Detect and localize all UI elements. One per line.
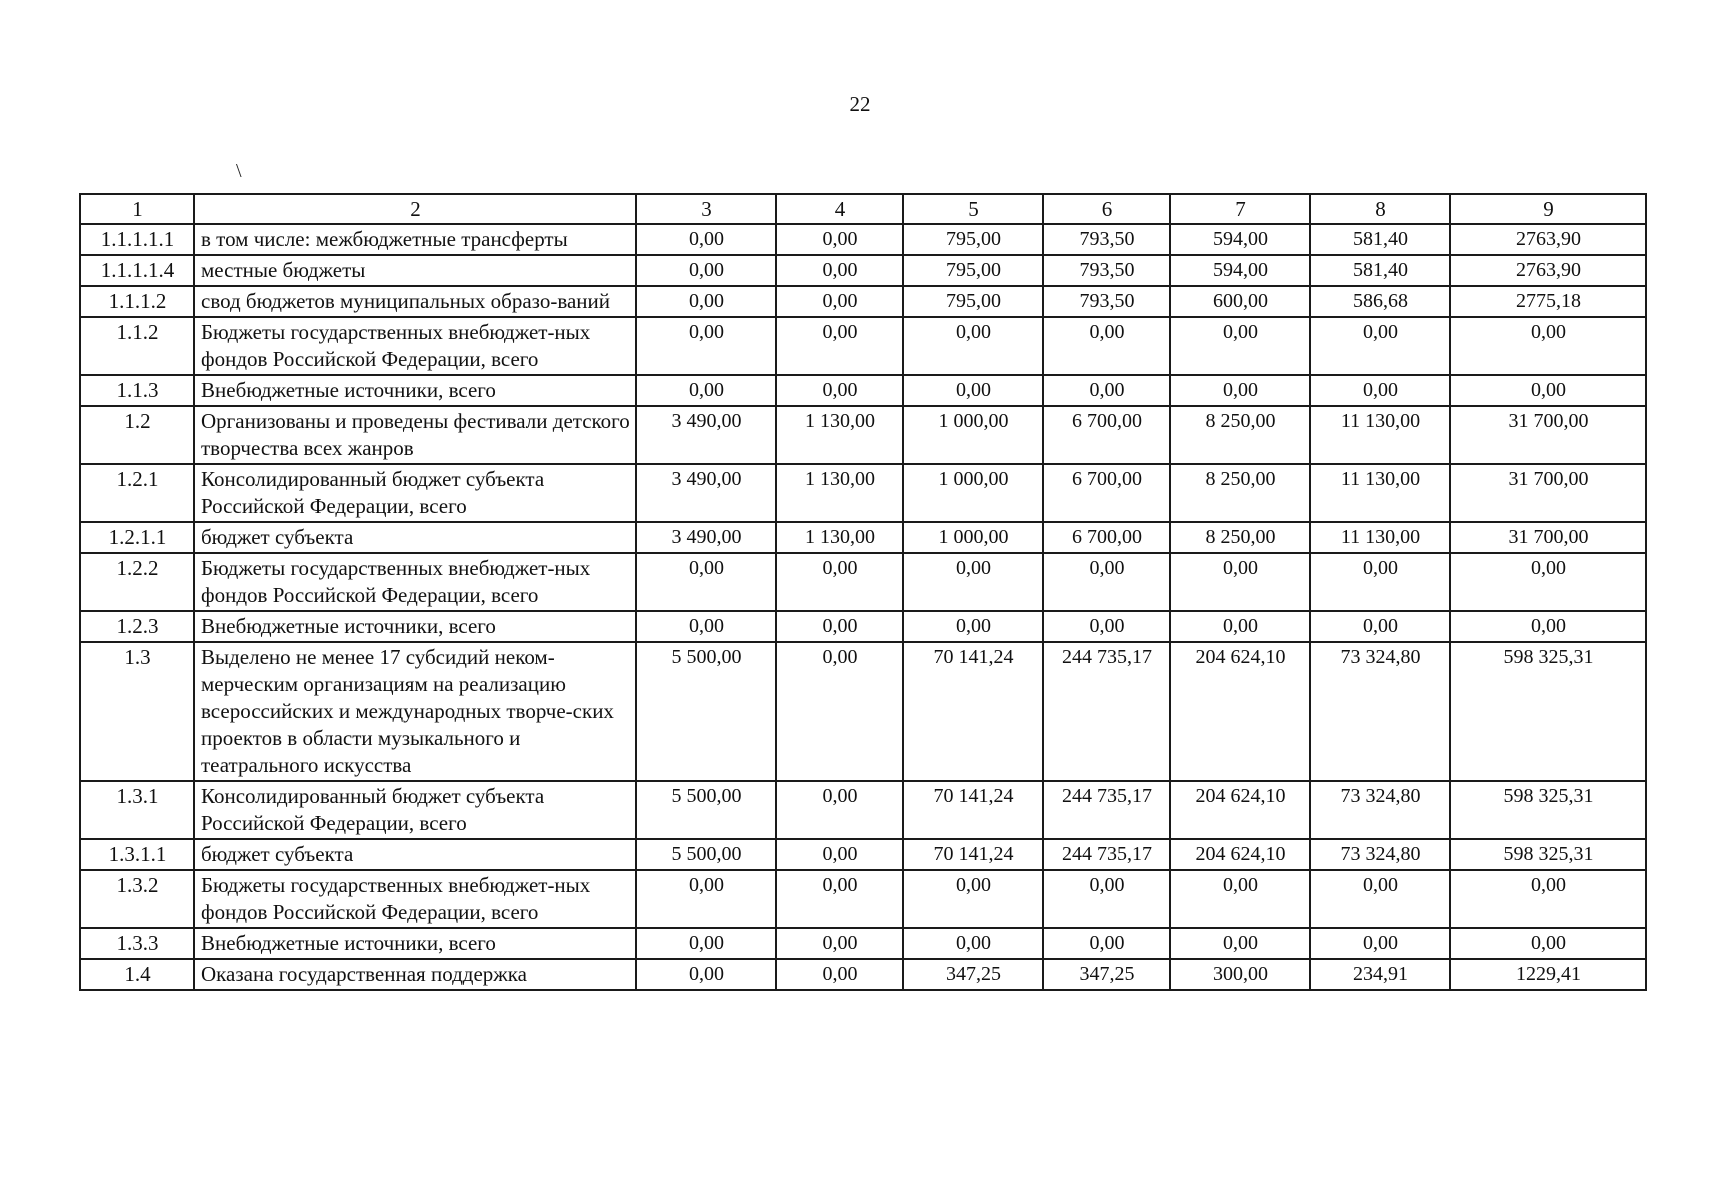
value-cell: 581,40 (1310, 255, 1450, 286)
row-code: 1.3.3 (80, 928, 194, 959)
value-cell: 244 735,17 (1043, 839, 1170, 870)
value-cell: 598 325,31 (1450, 781, 1646, 839)
value-cell: 0,00 (1170, 611, 1310, 642)
value-cell: 70 141,24 (903, 642, 1043, 781)
value-cell: 0,00 (1043, 870, 1170, 928)
value-cell: 244 735,17 (1043, 781, 1170, 839)
row-code: 1.3.1.1 (80, 839, 194, 870)
value-cell: 204 624,10 (1170, 642, 1310, 781)
table-row (80, 522, 1646, 553)
value-cell: 0,00 (1450, 317, 1646, 375)
value-cell: 0,00 (1043, 928, 1170, 959)
value-cell: 8 250,00 (1170, 522, 1310, 553)
header-cell: 1 (80, 194, 194, 224)
value-cell: 793,50 (1043, 286, 1170, 317)
row-code: 1.3 (80, 642, 194, 781)
value-cell: 598 325,31 (1450, 839, 1646, 870)
table-row (80, 553, 1646, 611)
value-cell: 0,00 (636, 224, 776, 255)
value-cell: 1 130,00 (776, 464, 903, 522)
value-cell: 2775,18 (1450, 286, 1646, 317)
value-cell: 0,00 (1310, 553, 1450, 611)
value-cell: 11 130,00 (1310, 464, 1450, 522)
table-row (80, 928, 1646, 959)
row-name: в том числе: межбюджетные трансферты (194, 224, 636, 255)
row-code: 1.3.1 (80, 781, 194, 839)
row-name: Консолидированный бюджет субъекта Российской Федерации, всего (194, 464, 636, 522)
row-name: Внебюджетные источники, всего (194, 375, 636, 406)
row-name: Консолидированный бюджет субъекта Российской Федерации, всего (194, 781, 636, 839)
value-cell: 11 130,00 (1310, 406, 1450, 464)
value-cell: 6 700,00 (1043, 406, 1170, 464)
value-cell: 795,00 (903, 224, 1043, 255)
value-cell: 0,00 (903, 870, 1043, 928)
value-cell: 300,00 (1170, 959, 1310, 990)
value-cell: 234,91 (1310, 959, 1450, 990)
value-cell: 581,40 (1310, 224, 1450, 255)
row-code: 1.1.1.2 (80, 286, 194, 317)
row-name: Внебюджетные источники, всего (194, 611, 636, 642)
value-cell: 0,00 (1450, 870, 1646, 928)
value-cell: 0,00 (1310, 611, 1450, 642)
value-cell: 0,00 (1450, 375, 1646, 406)
value-cell: 204 624,10 (1170, 781, 1310, 839)
value-cell: 0,00 (903, 317, 1043, 375)
row-code: 1.1.2 (80, 317, 194, 375)
value-cell: 793,50 (1043, 255, 1170, 286)
value-cell: 0,00 (636, 611, 776, 642)
budget-table (79, 193, 1647, 991)
value-cell: 0,00 (776, 928, 903, 959)
value-cell: 0,00 (636, 375, 776, 406)
value-cell: 0,00 (1043, 553, 1170, 611)
value-cell: 11 130,00 (1310, 522, 1450, 553)
row-name: Оказана государственная поддержка (194, 959, 636, 990)
table-row (80, 286, 1646, 317)
value-cell: 0,00 (636, 286, 776, 317)
value-cell: 598 325,31 (1450, 642, 1646, 781)
row-name: местные бюджеты (194, 255, 636, 286)
value-cell: 347,25 (903, 959, 1043, 990)
value-cell: 2763,90 (1450, 255, 1646, 286)
row-name: Бюджеты государственных внебюджет-ных фондов Российской Федерации, всего (194, 870, 636, 928)
value-cell: 0,00 (776, 781, 903, 839)
value-cell: 0,00 (776, 317, 903, 375)
value-cell: 0,00 (1310, 317, 1450, 375)
value-cell: 0,00 (776, 553, 903, 611)
page-number: 22 (849, 92, 871, 116)
row-code: 1.1.3 (80, 375, 194, 406)
value-cell: 0,00 (636, 255, 776, 286)
value-cell: 8 250,00 (1170, 464, 1310, 522)
value-cell: 0,00 (1170, 870, 1310, 928)
value-cell: 347,25 (1043, 959, 1170, 990)
table-row (80, 375, 1646, 406)
value-cell: 0,00 (1170, 553, 1310, 611)
header-cell: 6 (1043, 194, 1170, 224)
value-cell: 73 324,80 (1310, 781, 1450, 839)
value-cell: 70 141,24 (903, 839, 1043, 870)
value-cell: 0,00 (1043, 317, 1170, 375)
value-cell: 0,00 (636, 928, 776, 959)
value-cell: 31 700,00 (1450, 406, 1646, 464)
row-code: 1.3.2 (80, 870, 194, 928)
value-cell: 0,00 (636, 870, 776, 928)
value-cell: 0,00 (776, 224, 903, 255)
value-cell: 0,00 (1043, 375, 1170, 406)
value-cell: 0,00 (636, 959, 776, 990)
header-cell: 4 (776, 194, 903, 224)
table-row (80, 959, 1646, 990)
value-cell: 73 324,80 (1310, 839, 1450, 870)
value-cell: 1 000,00 (903, 464, 1043, 522)
table-row (80, 870, 1646, 928)
value-cell: 0,00 (1310, 870, 1450, 928)
value-cell: 0,00 (1310, 375, 1450, 406)
value-cell: 0,00 (776, 375, 903, 406)
value-cell: 1 000,00 (903, 406, 1043, 464)
value-cell: 600,00 (1170, 286, 1310, 317)
value-cell: 3 490,00 (636, 522, 776, 553)
value-cell: 70 141,24 (903, 781, 1043, 839)
header-cell: 9 (1450, 194, 1646, 224)
table-row (80, 642, 1646, 781)
header-cell: 3 (636, 194, 776, 224)
value-cell: 5 500,00 (636, 642, 776, 781)
row-code: 1.4 (80, 959, 194, 990)
value-cell: 0,00 (636, 317, 776, 375)
row-code: 1.2.3 (80, 611, 194, 642)
value-cell: 0,00 (776, 959, 903, 990)
value-cell: 0,00 (776, 870, 903, 928)
value-cell: 0,00 (1170, 928, 1310, 959)
value-cell: 0,00 (776, 255, 903, 286)
value-cell: 0,00 (776, 642, 903, 781)
value-cell: 0,00 (1450, 928, 1646, 959)
value-cell: 1 000,00 (903, 522, 1043, 553)
value-cell: 1 130,00 (776, 406, 903, 464)
value-cell: 1 130,00 (776, 522, 903, 553)
value-cell: 0,00 (903, 611, 1043, 642)
value-cell: 0,00 (903, 928, 1043, 959)
row-code: 1.2 (80, 406, 194, 464)
row-code: 1.2.1.1 (80, 522, 194, 553)
row-name: Бюджеты государственных внебюджет-ных фондов Российской Федерации, всего (194, 553, 636, 611)
value-cell: 73 324,80 (1310, 642, 1450, 781)
value-cell: 5 500,00 (636, 781, 776, 839)
row-name: Выделено не менее 17 субсидий неком-мерческим организациям на реализацию всероссийских и международных творче-ских проектов в области музыкального и театрального искусства (194, 642, 636, 781)
table-row (80, 317, 1646, 375)
value-cell: 31 700,00 (1450, 522, 1646, 553)
value-cell: 795,00 (903, 255, 1043, 286)
row-code: 1.2.1 (80, 464, 194, 522)
stray-mark: \ (236, 160, 242, 182)
value-cell: 31 700,00 (1450, 464, 1646, 522)
header-cell: 2 (194, 194, 636, 224)
value-cell: 3 490,00 (636, 464, 776, 522)
table-row (80, 406, 1646, 464)
table-row (80, 781, 1646, 839)
value-cell: 0,00 (776, 839, 903, 870)
header-cell: 7 (1170, 194, 1310, 224)
value-cell: 0,00 (1170, 317, 1310, 375)
row-name: Внебюджетные источники, всего (194, 928, 636, 959)
value-cell: 0,00 (776, 611, 903, 642)
value-cell: 6 700,00 (1043, 464, 1170, 522)
table-row (80, 839, 1646, 870)
value-cell: 6 700,00 (1043, 522, 1170, 553)
value-cell: 0,00 (903, 375, 1043, 406)
value-cell: 594,00 (1170, 255, 1310, 286)
value-cell: 594,00 (1170, 224, 1310, 255)
value-cell: 0,00 (636, 553, 776, 611)
value-cell: 5 500,00 (636, 839, 776, 870)
value-cell: 0,00 (776, 286, 903, 317)
value-cell: 0,00 (1450, 553, 1646, 611)
value-cell: 0,00 (1310, 928, 1450, 959)
row-code: 1.1.1.1.1 (80, 224, 194, 255)
row-name: бюджет субъекта (194, 839, 636, 870)
value-cell: 1229,41 (1450, 959, 1646, 990)
value-cell: 204 624,10 (1170, 839, 1310, 870)
row-name: Организованы и проведены фестивали детского творчества всех жанров (194, 406, 636, 464)
header-cell: 5 (903, 194, 1043, 224)
table-row (80, 255, 1646, 286)
value-cell: 8 250,00 (1170, 406, 1310, 464)
row-code: 1.1.1.1.4 (80, 255, 194, 286)
header-row (80, 194, 1646, 224)
row-name: свод бюджетов муниципальных образо-ваний (194, 286, 636, 317)
value-cell: 0,00 (1170, 375, 1310, 406)
value-cell: 3 490,00 (636, 406, 776, 464)
value-cell: 795,00 (903, 286, 1043, 317)
value-cell: 0,00 (903, 553, 1043, 611)
table-row (80, 464, 1646, 522)
value-cell: 0,00 (1043, 611, 1170, 642)
value-cell: 793,50 (1043, 224, 1170, 255)
table-row (80, 224, 1646, 255)
value-cell: 2763,90 (1450, 224, 1646, 255)
value-cell: 244 735,17 (1043, 642, 1170, 781)
table-row (80, 611, 1646, 642)
header-cell: 8 (1310, 194, 1450, 224)
row-code: 1.2.2 (80, 553, 194, 611)
row-name: Бюджеты государственных внебюджет-ных фондов Российской Федерации, всего (194, 317, 636, 375)
value-cell: 586,68 (1310, 286, 1450, 317)
row-name: бюджет субъекта (194, 522, 636, 553)
value-cell: 0,00 (1450, 611, 1646, 642)
